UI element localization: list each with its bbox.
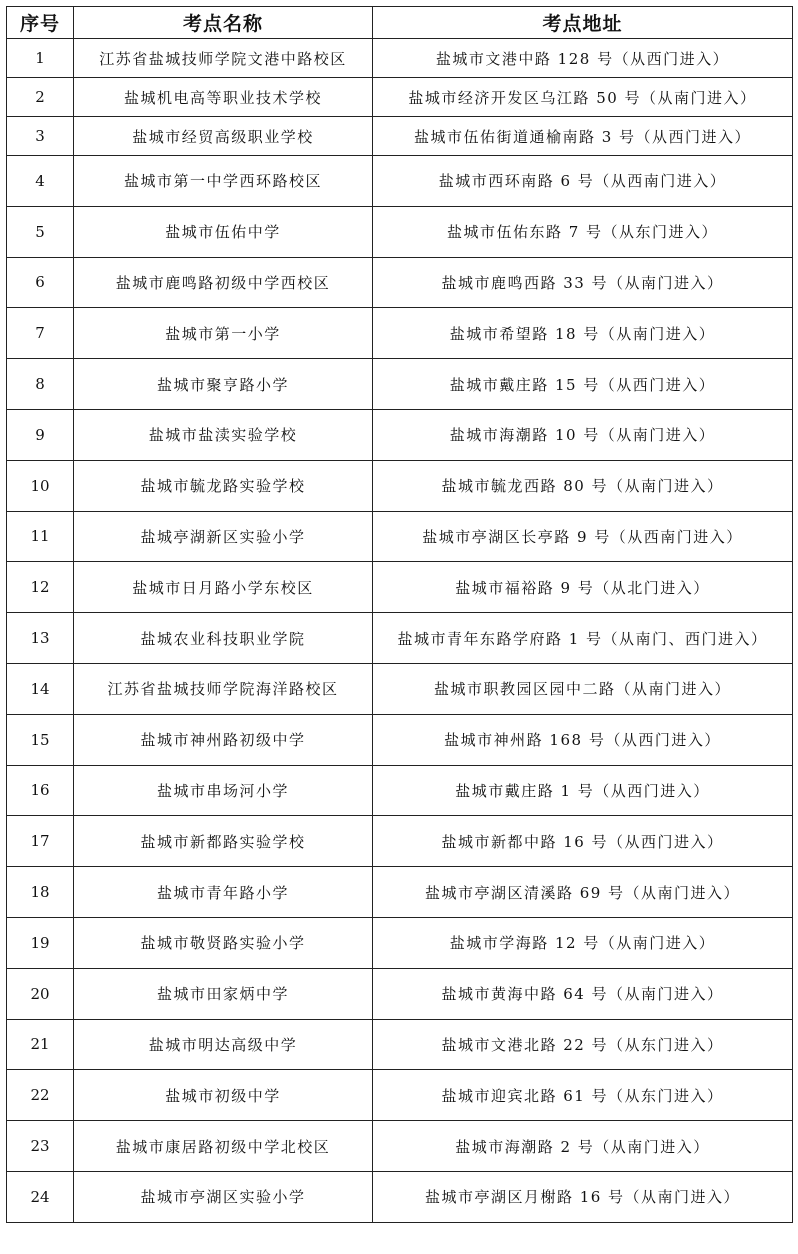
table-row <box>7 78 793 117</box>
table-row <box>7 206 793 257</box>
row-serial-number: 22 <box>7 1070 74 1121</box>
row-site-address: 盐城市毓龙西路 80 号（从南门进入） <box>373 460 793 511</box>
row-site-name: 盐城农业科技职业学院 <box>74 613 373 664</box>
header-site-address: 考点地址 <box>373 7 793 39</box>
table-row <box>7 460 793 511</box>
table-row <box>7 156 793 207</box>
row-serial-number: 4 <box>7 156 74 207</box>
row-site-address: 盐城市青年东路学府路 1 号（从南门、西门进入） <box>373 613 793 664</box>
row-site-name: 盐城市亭湖区实验小学 <box>74 1171 373 1222</box>
table-row <box>7 511 793 562</box>
table-row <box>7 714 793 765</box>
row-serial-number: 5 <box>7 206 74 257</box>
row-serial-number: 23 <box>7 1121 74 1172</box>
row-serial-number: 12 <box>7 562 74 613</box>
table-row <box>7 765 793 816</box>
exam-sites-table <box>6 6 793 1223</box>
row-serial-number: 3 <box>7 117 74 156</box>
row-site-name: 盐城市聚亨路小学 <box>74 359 373 410</box>
row-serial-number: 15 <box>7 714 74 765</box>
table-row <box>7 816 793 867</box>
row-serial-number: 14 <box>7 663 74 714</box>
table-row <box>7 613 793 664</box>
row-site-address: 盐城市神州路 168 号（从西门进入） <box>373 714 793 765</box>
row-site-address: 盐城市伍佑街道通榆南路 3 号（从西门进入） <box>373 117 793 156</box>
row-site-address: 盐城市西环南路 6 号（从西南门进入） <box>373 156 793 207</box>
row-site-name: 盐城市初级中学 <box>74 1070 373 1121</box>
row-site-name: 盐城市第一中学西环路校区 <box>74 156 373 207</box>
row-site-name: 盐城市毓龙路实验学校 <box>74 460 373 511</box>
row-site-address: 盐城市文港中路 128 号（从西门进入） <box>373 39 793 78</box>
table-row <box>7 117 793 156</box>
table-row <box>7 917 793 968</box>
row-site-name: 盐城机电高等职业技术学校 <box>74 78 373 117</box>
table-row <box>7 257 793 308</box>
row-site-name: 盐城市鹿鸣路初级中学西校区 <box>74 257 373 308</box>
row-site-name: 盐城市青年路小学 <box>74 867 373 918</box>
table-row <box>7 39 793 78</box>
table-row <box>7 1121 793 1172</box>
exam-sites-table-container <box>6 6 793 1223</box>
table-row <box>7 968 793 1019</box>
row-serial-number: 7 <box>7 308 74 359</box>
row-site-name: 江苏省盐城技师学院文港中路校区 <box>74 39 373 78</box>
row-site-address: 盐城市迎宾北路 61 号（从东门进入） <box>373 1070 793 1121</box>
row-site-address: 盐城市文港北路 22 号（从东门进入） <box>373 1019 793 1070</box>
row-site-address: 盐城市海潮路 2 号（从南门进入） <box>373 1121 793 1172</box>
row-serial-number: 6 <box>7 257 74 308</box>
row-site-address: 盐城市亭湖区清溪路 69 号（从南门进入） <box>373 867 793 918</box>
row-serial-number: 1 <box>7 39 74 78</box>
row-site-name: 盐城市神州路初级中学 <box>74 714 373 765</box>
table-row <box>7 1070 793 1121</box>
row-serial-number: 20 <box>7 968 74 1019</box>
row-site-address: 盐城市伍佑东路 7 号（从东门进入） <box>373 206 793 257</box>
row-site-name: 盐城市日月路小学东校区 <box>74 562 373 613</box>
row-serial-number: 11 <box>7 511 74 562</box>
table-row <box>7 1019 793 1070</box>
row-site-address: 盐城市海潮路 10 号（从南门进入） <box>373 409 793 460</box>
row-serial-number: 17 <box>7 816 74 867</box>
row-site-address: 盐城市戴庄路 1 号（从西门进入） <box>373 765 793 816</box>
row-site-name: 盐城市新都路实验学校 <box>74 816 373 867</box>
row-serial-number: 9 <box>7 409 74 460</box>
row-serial-number: 18 <box>7 867 74 918</box>
row-site-address: 盐城市戴庄路 15 号（从西门进入） <box>373 359 793 410</box>
row-site-address: 盐城市鹿鸣西路 33 号（从南门进入） <box>373 257 793 308</box>
row-serial-number: 19 <box>7 917 74 968</box>
row-serial-number: 21 <box>7 1019 74 1070</box>
row-site-name: 盐城市敬贤路实验小学 <box>74 917 373 968</box>
table-row <box>7 867 793 918</box>
row-site-address: 盐城市黄海中路 64 号（从南门进入） <box>373 968 793 1019</box>
table-row <box>7 359 793 410</box>
row-serial-number: 10 <box>7 460 74 511</box>
table-row <box>7 409 793 460</box>
row-site-name: 盐城市盐渎实验学校 <box>74 409 373 460</box>
row-site-name: 江苏省盐城技师学院海洋路校区 <box>74 663 373 714</box>
row-serial-number: 24 <box>7 1171 74 1222</box>
table-row <box>7 562 793 613</box>
row-site-address: 盐城市亭湖区月榭路 16 号（从南门进入） <box>373 1171 793 1222</box>
table-row <box>7 308 793 359</box>
row-site-address: 盐城市希望路 18 号（从南门进入） <box>373 308 793 359</box>
row-site-name: 盐城市田家炳中学 <box>74 968 373 1019</box>
header-site-name: 考点名称 <box>74 7 373 39</box>
row-site-address: 盐城市经济开发区乌江路 50 号（从南门进入） <box>373 78 793 117</box>
table-row <box>7 663 793 714</box>
row-site-name: 盐城市康居路初级中学北校区 <box>74 1121 373 1172</box>
row-site-address: 盐城市新都中路 16 号（从西门进入） <box>373 816 793 867</box>
row-site-address: 盐城市福裕路 9 号（从北门进入） <box>373 562 793 613</box>
table-header-row <box>7 7 793 39</box>
table-row <box>7 1171 793 1222</box>
row-site-address: 盐城市学海路 12 号（从南门进入） <box>373 917 793 968</box>
row-site-name: 盐城市经贸高级职业学校 <box>74 117 373 156</box>
row-site-name: 盐城市串场河小学 <box>74 765 373 816</box>
row-site-name: 盐城亭湖新区实验小学 <box>74 511 373 562</box>
row-serial-number: 16 <box>7 765 74 816</box>
row-site-name: 盐城市伍佑中学 <box>74 206 373 257</box>
row-serial-number: 8 <box>7 359 74 410</box>
row-site-address: 盐城市职教园区园中二路（从南门进入） <box>373 663 793 714</box>
header-serial-number: 序号 <box>7 7 74 39</box>
row-site-name: 盐城市第一小学 <box>74 308 373 359</box>
row-serial-number: 13 <box>7 613 74 664</box>
row-serial-number: 2 <box>7 78 74 117</box>
row-site-name: 盐城市明达高级中学 <box>74 1019 373 1070</box>
row-site-address: 盐城市亭湖区长亭路 9 号（从西南门进入） <box>373 511 793 562</box>
